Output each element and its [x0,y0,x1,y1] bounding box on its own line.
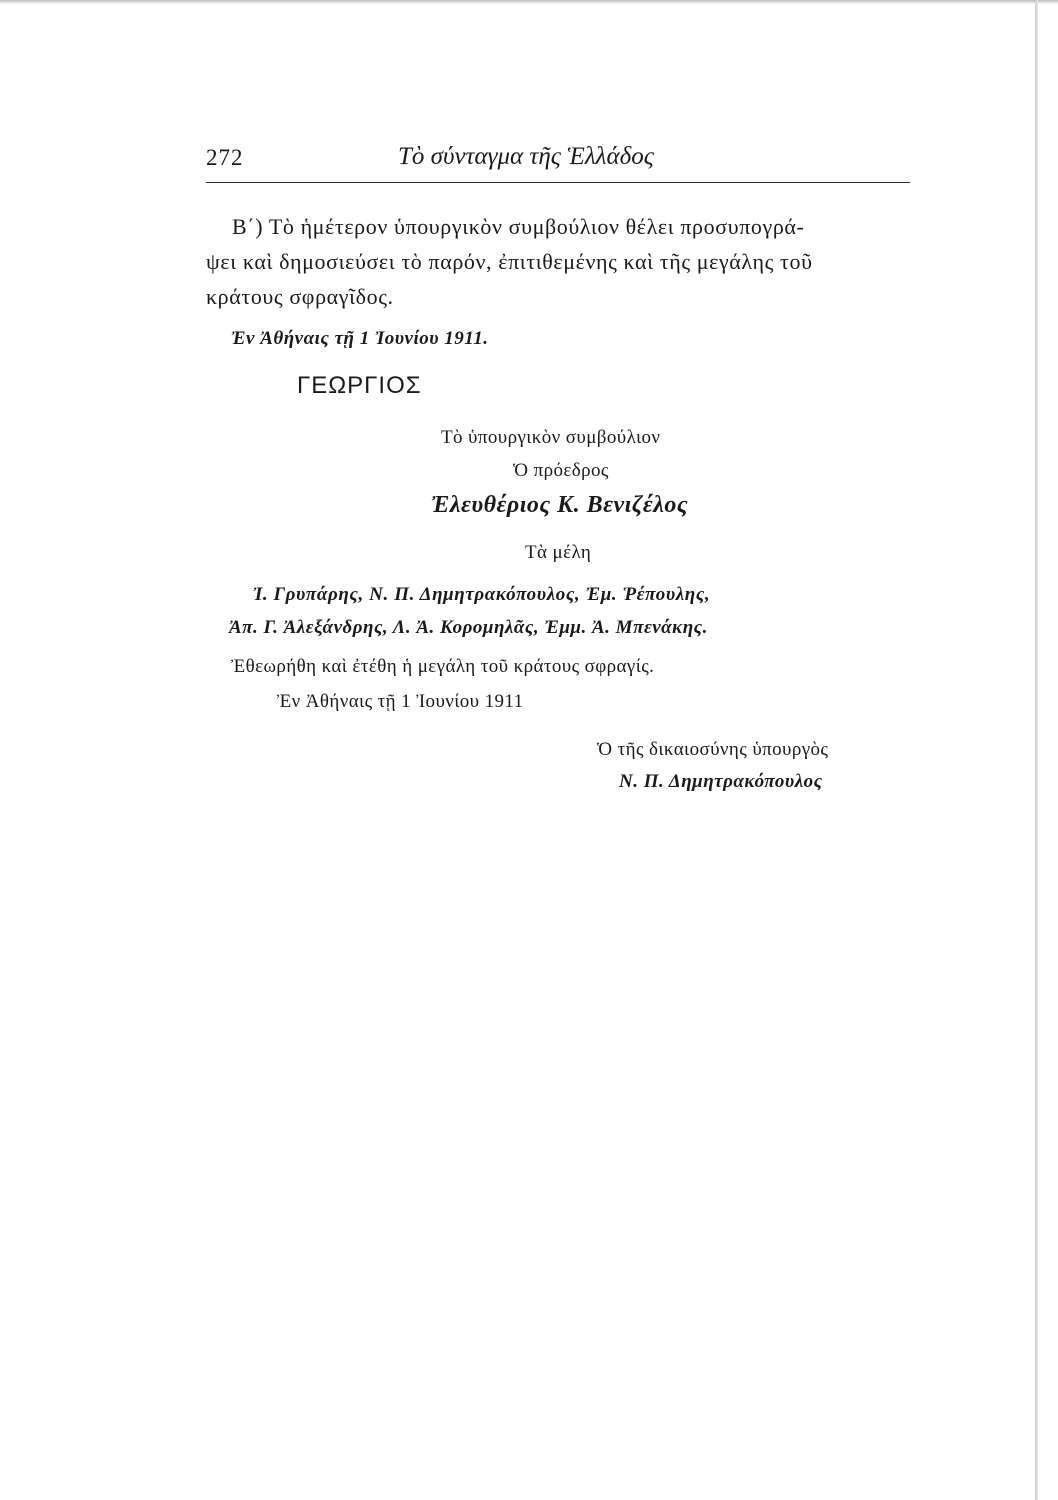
president-label: Ὁ πρόεδρος [513,460,609,481]
decree-date: Ἐν Ἀθήναις τῇ 1 Ἰουνίου 1911. [231,328,489,349]
minister-name: Ν. Π. Δημητρακόπουλος [619,771,823,792]
president-name: Ἐλευθέριος Κ. Βενιζέλος [431,492,689,518]
council-label: Τὸ ὑπουργικὸν συμβούλιον [441,427,661,448]
king-signature: ΓΕΩΡΓΙΟΣ [297,372,422,399]
members-label: Τὰ μέλη [525,542,592,563]
paragraph-line-3: κράτους σφραγῖδος. [206,284,394,309]
seal-statement: Ἐθεωρήθη καὶ ἐτέθη ἡ μεγάλη τοῦ κράτους σφραγίς. [231,656,655,677]
page-top-edge [0,0,1058,4]
minister-title: Ὁ τῆς δικαιοσύνης ὑπουργὸς [597,739,829,760]
seal-date: Ἐν Ἀθήναις τῇ 1 Ἰουνίου 1911 [277,691,524,712]
page-right-edge [1035,0,1038,1500]
members-line-2: Ἀπ. Γ. Ἀλεξάνδρης, Λ. Ἀ. Κορομηλᾶς, Ἐμμ. Ἀ. Μπενάκης. [229,617,708,638]
running-title: Τὸ σύνταγμα τῆς Ἑλλάδος [398,143,654,170]
paragraph-line-1: Β΄) Τὸ ἡμέτερον ὑπουργικὸν συμβούλιον θέλει προσυπογρά- [232,214,805,239]
paragraph-line-2: ψει καὶ δημοσιεύσει τὸ παρόν, ἐπιτιθεμένης καὶ τῆς μεγάλης τοῦ [206,249,813,274]
header-rule [206,182,910,183]
page-number: 272 [206,145,244,170]
members-line-1: Ἰ. Γρυπάρης, Ν. Π. Δημητρακόπουλος, Ἐμ. Ῥέπουλης, [253,584,711,605]
